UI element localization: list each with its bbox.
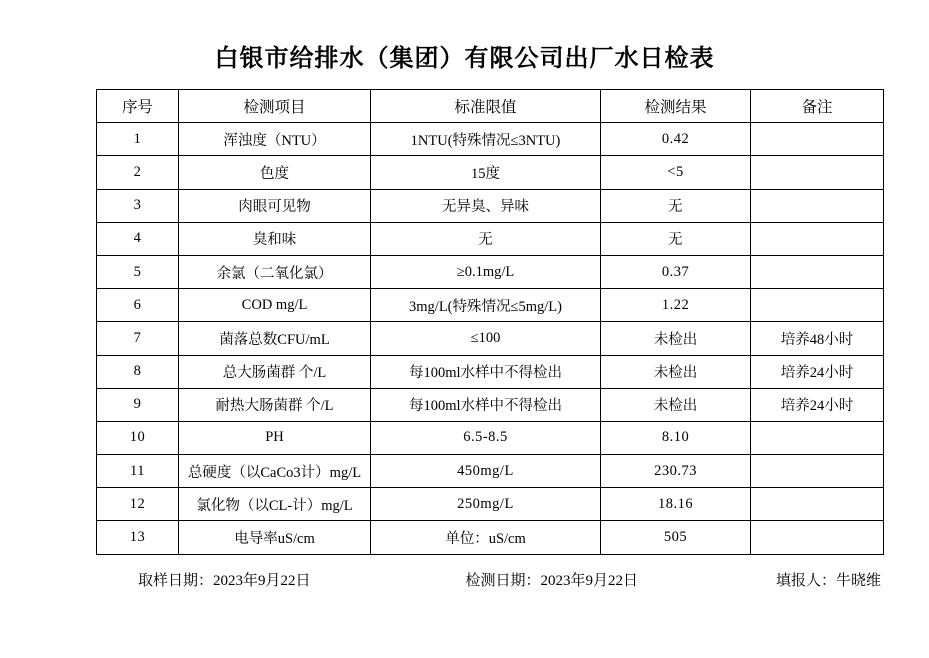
cell-no: 4 [97,222,179,255]
cell-remark: 培养48小时 [751,322,884,355]
cell-remark [751,521,884,554]
cell-item: 耐热大肠菌群 个/L [179,388,371,421]
cell-item: 臭和味 [179,222,371,255]
cell-item: 菌落总数CFU/mL [179,322,371,355]
column-header-result: 检测结果 [601,90,751,123]
cell-result: 未检出 [601,322,751,355]
cell-no: 12 [97,488,179,521]
cell-result: <5 [601,156,751,189]
table-header [97,90,884,123]
table-row [97,421,884,454]
cell-no: 1 [97,123,179,156]
cell-limit: 无异臭、异味 [371,189,601,222]
report-table-container [0,89,929,555]
table-row [97,289,884,322]
cell-item: COD mg/L [179,289,371,322]
cell-item: 肉眼可见物 [179,189,371,222]
table-row [97,189,884,222]
footer [0,569,929,590]
cell-limit: ≥0.1mg/L [371,255,601,288]
table-row [97,123,884,156]
table-row [97,388,884,421]
cell-item: 浑浊度（NTU） [179,123,371,156]
test-date: 检测日期：2023年9月22日 [465,572,639,589]
cell-no: 9 [97,388,179,421]
cell-no: 8 [97,355,179,388]
cell-limit: 15度 [371,156,601,189]
cell-no: 13 [97,521,179,554]
cell-limit: ≤100 [371,322,601,355]
table-row [97,222,884,255]
cell-no: 10 [97,421,179,454]
cell-no: 6 [97,289,179,322]
cell-no: 7 [97,322,179,355]
cell-limit: 单位：uS/cm [371,521,601,554]
cell-result: 18.16 [601,488,751,521]
water-quality-table [96,89,884,555]
sample-date: 取样日期：2023年9月22日 [138,572,311,589]
cell-item: PH [179,421,371,454]
cell-no: 3 [97,189,179,222]
cell-limit: 6.5-8.5 [371,421,601,454]
cell-limit: 每100ml水样中不得检出 [371,388,601,421]
cell-remark [751,255,884,288]
cell-limit: 250mg/L [371,488,601,521]
cell-result: 无 [601,189,751,222]
cell-limit: 3mg/L(特殊情况≤5mg/L) [371,289,601,322]
table-row [97,255,884,288]
table-row [97,455,884,488]
cell-remark [751,455,884,488]
cell-result: 无 [601,222,751,255]
cell-remark [751,289,884,322]
table-row [97,156,884,189]
cell-remark [751,189,884,222]
cell-limit: 450mg/L [371,455,601,488]
cell-item: 总硬度（以CaCo3计）mg/L [179,455,371,488]
cell-limit: 1NTU(特殊情况≤3NTU) [371,123,601,156]
column-header-remark: 备注 [751,90,884,123]
cell-limit: 无 [371,222,601,255]
cell-item: 余氯（二氧化氯） [179,255,371,288]
page-title: 白银市给排水（集团）有限公司出厂水日检表 [214,46,715,72]
cell-result: 505 [601,521,751,554]
column-header-no: 序号 [97,90,179,123]
cell-result: 8.10 [601,421,751,454]
document-page [0,38,929,658]
cell-result: 0.42 [601,123,751,156]
cell-no: 11 [97,455,179,488]
cell-result: 未检出 [601,388,751,421]
cell-remark [751,488,884,521]
cell-item: 电导率uS/cm [179,521,371,554]
table-row [97,521,884,554]
cell-item: 色度 [179,156,371,189]
column-header-item: 检测项目 [179,90,371,123]
table-row [97,355,884,388]
cell-remark [751,156,884,189]
cell-remark [751,123,884,156]
cell-remark [751,222,884,255]
reporter-name: 填报人：牛晓维 [776,572,882,589]
cell-limit: 每100ml水样中不得检出 [371,355,601,388]
cell-no: 2 [97,156,179,189]
cell-remark: 培养24小时 [751,355,884,388]
table-row [97,322,884,355]
cell-no: 5 [97,255,179,288]
cell-result: 1.22 [601,289,751,322]
cell-result: 230.73 [601,455,751,488]
table-row [97,488,884,521]
table-body [97,123,884,554]
cell-remark [751,421,884,454]
cell-result: 未检出 [601,355,751,388]
cell-item: 氯化物（以CL-计）mg/L [179,488,371,521]
cell-result: 0.37 [601,255,751,288]
cell-remark: 培养24小时 [751,388,884,421]
column-header-limit: 标准限值 [371,90,601,123]
cell-item: 总大肠菌群 个/L [179,355,371,388]
table-header-row [97,90,884,123]
